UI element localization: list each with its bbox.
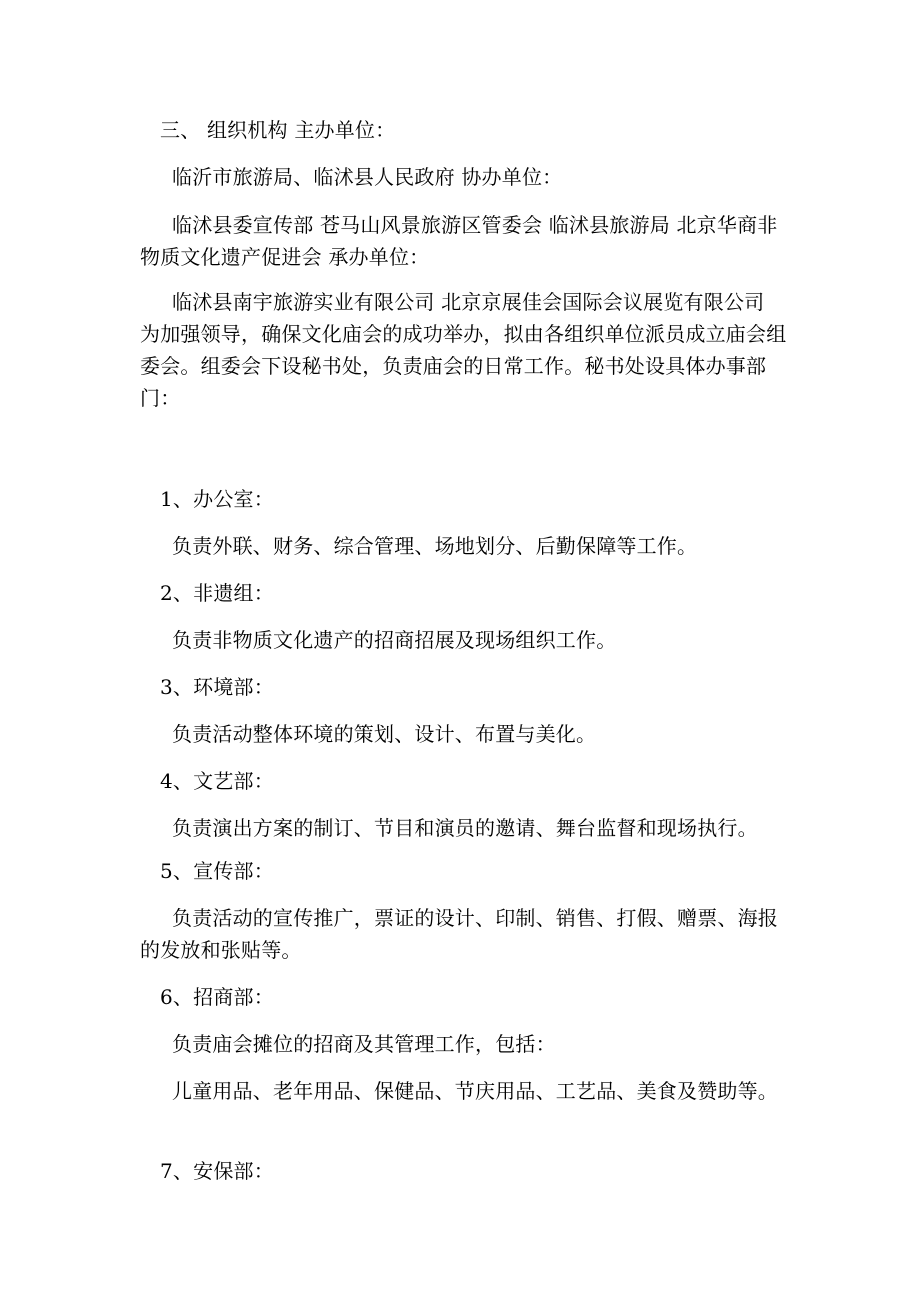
department-title: 6、招商部： [160, 985, 274, 1009]
department-title: 3、环境部： [160, 675, 274, 699]
department-duty: 负责演出方案的制订、节目和演员的邀请、舞台监督和现场执行。 [172, 816, 758, 840]
host-organizers: 临沂市旅游局、临沭县人民政府 协办单位： [172, 165, 563, 189]
department-duty: 负责活动的宣传推广，票证的设计、印制、销售、打假、赠票、海报的发放和张贴等。 [140, 906, 778, 962]
department-title: 7、安保部： [160, 1159, 274, 1183]
department-duty: 负责庙会摊位的招商及其管理工作，包括： [172, 1032, 556, 1056]
department-title: 1、办公室： [160, 487, 274, 511]
department-title: 2、非遗组： [160, 581, 274, 605]
undertakers-paragraph: 临沭县南宇旅游实业有限公司 北京京展佳会国际会议展览有限公司 为加强领导，确保文化庙会的成功举办，拟由各组织单位派员成立庙会组委会。组委会下设秘书处，负责庙会的日常工作。秘书处设具体办事部门： [140, 290, 787, 410]
department-title: 4、文艺部： [160, 769, 274, 793]
department-duty: 负责非物质文化遗产的招商招展及现场组织工作。 [172, 628, 617, 652]
department-duty: 负责外联、财务、综合管理、场地划分、后勤保障等工作。 [172, 534, 698, 558]
department-duty-extra: 儿童用品、老年用品、保健品、节庆用品、工艺品、美食及赞助等。 [172, 1079, 778, 1103]
section-heading: 三、 组织机构 主办单位： [160, 118, 396, 142]
department-title: 5、宣传部： [160, 859, 274, 883]
department-duty: 负责活动整体环境的策划、设计、布置与美化。 [172, 722, 597, 746]
co-organizers-paragraph: 临沭县委宣传部 苍马山风景旅游区管委会 临沭县旅游局 北京华商非物质文化遗产促进会 承办单位： [140, 213, 778, 269]
